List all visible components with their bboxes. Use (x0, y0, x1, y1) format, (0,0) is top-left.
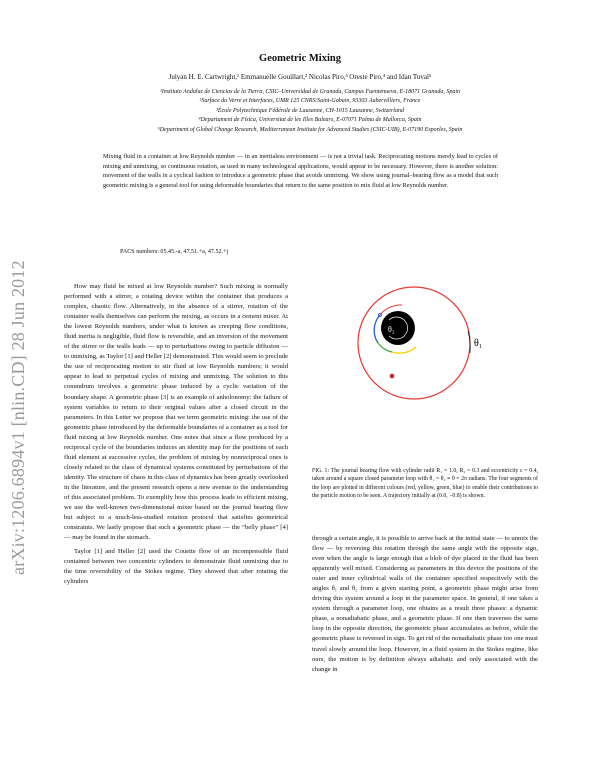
outer-cylinder-circle (358, 287, 470, 399)
left-text-column (64, 282, 288, 587)
caption-text: The journal bearing flow with cylinder radii R₁ = 1.0, R₂ = 0.3 and eccentricity ε = 0.4, taken around a square closed parameter loop with θ₁ = θ₂ ≡ θ = 2π radians. The four segments of the loop are plotted in different colours (red, yellow, green, blue) to enable their contributions to the particle motion to be seen. A trajectory initially at (0.0, −0.8) is shown. (312, 468, 538, 499)
body-paragraph: How may fluid be mixed at low Reynolds number? Such mixing is normally performed with a stirrer, a rotating device within the container that produces a complex, chaotic flow. Alternatively, in the absence of a stirrer, rotation of the container walls themselves can perform the mixing, as occurs in a cement mixer. At the lowest Reynolds numbers, under what is known as creeping flow conditions, fluid inertia is negligible, fluid flow is reversible, and an inversion of the movement of the stirrer or the walls leads — up to perturbations owing to particle diffusion — to unmixing, as Taylor [1] and Heller [2] demonstrated. This would seem to preclude the use of reciprocating motion to stir fluid at low Reynolds numbers; it would appear to lead to perpetual cycles of mixing and unmixing. The solution to this conundrum involves a geometric phase induced by a cyclic variation of the boundary shape. A geometric phase [3] is an example of anholonomy: the failure of system variables to return to their original values after a closed circuit in the parameters. In this Letter we propose that we term geometric mixing: the use of the geometric phase introduced by the deformable boundaries of a container as a tool for fluid mixing at low Reynolds number. One notes that since a flow produced by a reciprocal cycle of the boundaries induces an identity map for the positions of each fluid element at successive cycles, the problem of mixing by nonreciprocal ones is closely related to the class of dynamical systems constituted by perturbations of the identity. The structure of chaos in this class of dynamics has been greatly overlooked in the literature, and the present research opens a new avenue to the understanding of this associated problem. To exemplify how this process leads to efficient mixing, we use the well-known two-dimensional mixer based on the journal bearing flow but subject to a much-less-studied rotation protocol that satisfies geometrical constraints. We lastly propose that such a geometric phase — the “belly phase” [4] — may be found in the stomach. (64, 283, 288, 542)
right-text-column (312, 534, 538, 675)
blue-trajectory-segment (374, 315, 380, 343)
yellow-trajectory-segment (392, 347, 416, 353)
affiliation-4: ⁴Departament de Física, Universitat de les Illes Balears, E-07071 Palma de Mallorca, Spain (198, 117, 422, 124)
theta1-label: θ₁ (474, 338, 483, 349)
affiliation-1: ¹Instituto Andaluz de Ciencias de la Tierra, CSIC–Universidad de Granada, Campus Fuentenueva, E-18071 Granada, Spain (159, 89, 460, 95)
journal-bearing-figure (340, 283, 540, 403)
theta2-label: θ₂ (388, 325, 395, 334)
paper-title: Geometric Mixing (259, 53, 341, 64)
affiliation-5: ⁵Department of Global Change Research, Mediterranean Institute for Advanced Studies (CSIC-UIB), E-07190 Esporles, Spain (157, 126, 463, 133)
figure-caption (312, 467, 538, 500)
affiliation-list (60, 88, 560, 135)
affiliation-3: ³École Polytechnique Fédérale de Lausanne, CH-1015 Lausanne, Switzerland (216, 107, 404, 114)
body-paragraph: through a certain angle, it is possible to arrive back at the initial state — to unmix the flow — by reversing this rotation through the same angle with the opposite sign, even when the angle is large enough that a blob of dye placed in the fluid has been apparently well mixed. Considering as parameters in this device the positions of the outer and inner cylindrical walls of the container specified respectively with the angles θ₁ and θ₂ from a given starting point, a geometric phase might arise from driving this system around a loop in the parameter space. In general, if one takes a system through a parameter loop, one obtains as a result three phases: a dynamic phase, a nonadiabatic phase, and a geometric phase. If one then traverses the same loop in the opposite direction, the geometric phase accumulates as before, while the geometric phase is reversed in sign. To get rid of the nonadiabatic phase too one must travel slowly around the loop. However, in a fluid system in the Stokes regime, like ours, the motion is by definition always adiabatic and only associated with the change in (312, 535, 538, 673)
body-paragraph: Taylor [1] and Heller [2] used the Couette flow of an incompressible fluid contained between two concentric cylinders to demonstrate fluid unmixing due to the time reversibility of the Stokes regime. They showed that after rotating the cylinders (64, 548, 288, 586)
affiliation-2: ²Surface du Verre et Interfaces, UMR 125 CNRS/Saint-Gobain, 93303 Aubervilliers, France (199, 98, 421, 105)
arxiv-identifier-stamp: arXiv:1206.6894v1 [nlin.CD] 28 Jun 2012 (8, 260, 28, 575)
caption-label: FIG. 1: (312, 468, 330, 474)
author-list: Julyan H. E. Cartwright,¹ Emmanuelle Gouillart,² Nicolas Piro,³ Oreste Piro,⁴ and Idan Tuval⁵ (168, 73, 432, 81)
trajectory-start-marker (390, 374, 395, 379)
inner-cylinder-disk (381, 311, 415, 345)
pacs-numbers: PACS numbers: 05.45.-a, 47.51.+a, 47.52.+j (120, 249, 229, 255)
green-trajectory-segment (378, 343, 392, 352)
abstract: Mixing fluid in a container at low Reynolds number — in an inertialess environment — is not a trivial task. Reciprocating motions merely lead to cycles of mixing and unmixing, so continuous rotation, as used in many technological applications, would appear to be necessary. However, there is another solution: movement of the walls in a cyclical fashion to introduce a geometric phase that avoids unmixing. We show using journal–bearing flow as a model that such geometric mixing is a general tool for using deformable boundaries that return to the same position to mix fluid at low Reynolds number. (103, 153, 498, 189)
